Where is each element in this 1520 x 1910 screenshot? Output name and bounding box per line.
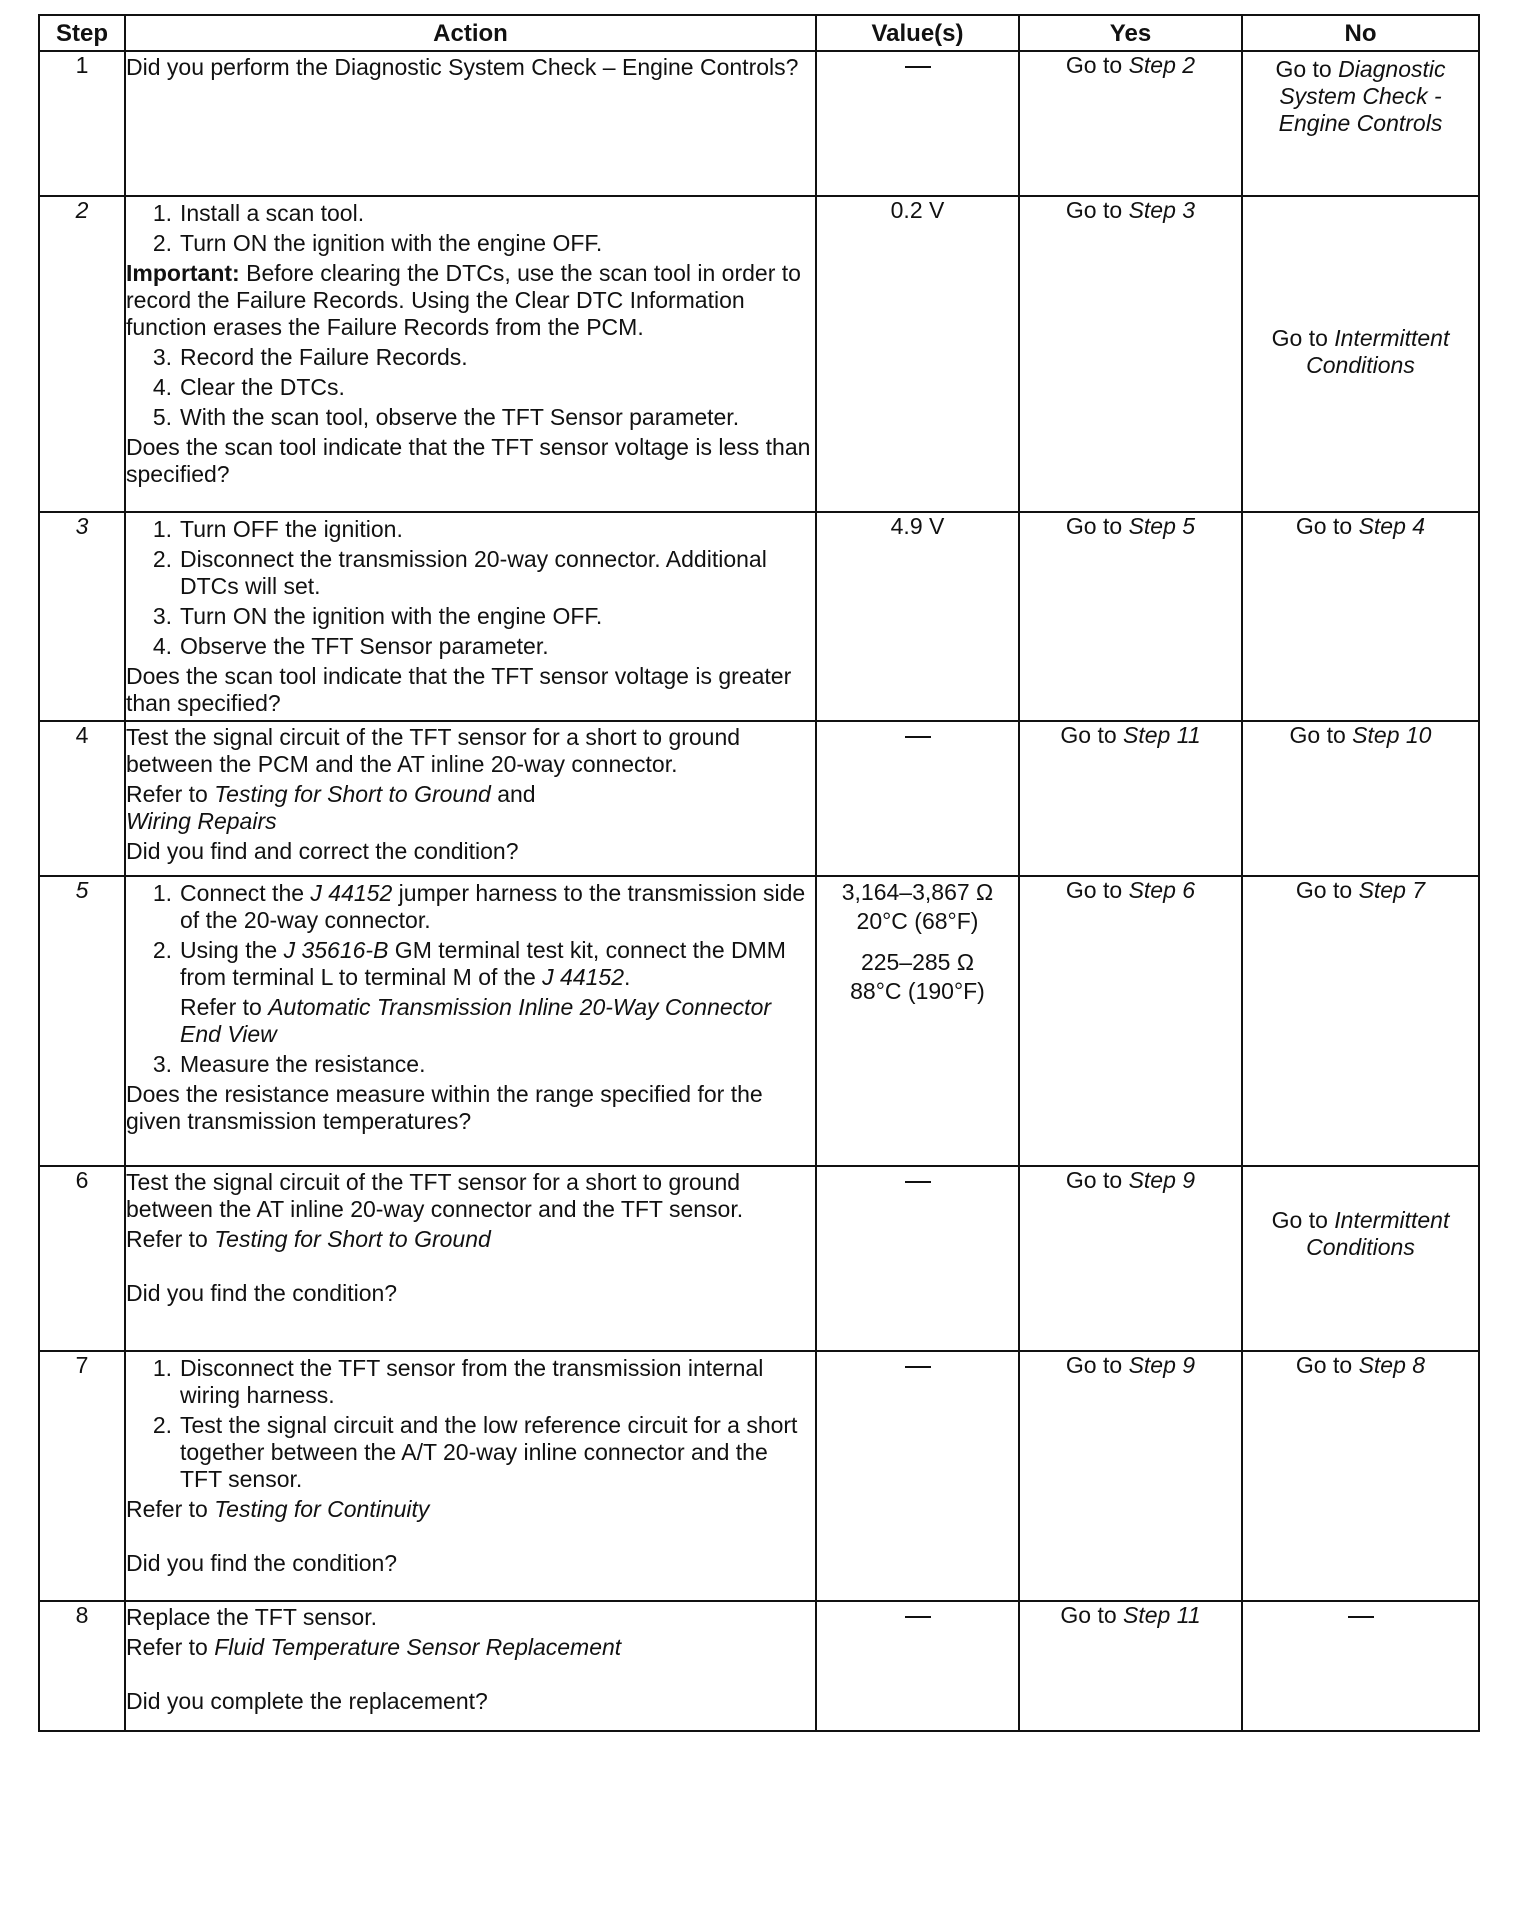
value-resistance: 3,164–3,867 Ω [841, 879, 994, 905]
value-cell [816, 1166, 1019, 1351]
goto-reference-link[interactable]: Intermittent Conditions [1306, 1207, 1450, 1260]
tool-reference: J 44152 [310, 880, 393, 906]
list-item: 1. Turn OFF the ignition. [152, 516, 403, 542]
yes-cell: Go to Step 11 [1019, 721, 1242, 876]
action-question: Did you find the condition? [126, 1280, 398, 1306]
tool-reference: J 44152 [542, 964, 625, 990]
goto-step-link[interactable]: Step 2 [1128, 52, 1196, 78]
list-item: 1. Install a scan tool. [152, 200, 365, 226]
no-cell: Go to Step 4 [1242, 512, 1479, 721]
list-item: 4. Observe the TFT Sensor parameter. [152, 633, 549, 659]
goto-reference-link[interactable]: Diagnostic System Check - Engine Controls [1278, 56, 1446, 136]
refer-text: Refer to Automatic Transmission Inline 20-Way Connector End View [180, 994, 772, 1047]
step-number: 2 [39, 196, 125, 512]
action-cell [125, 721, 816, 876]
action-cell [125, 1601, 816, 1731]
value-cell [816, 51, 1019, 196]
action-question: Does the scan tool indicate that the TFT sensor voltage is greater than specified? [126, 663, 792, 716]
table-row [39, 51, 1479, 196]
table-row [39, 876, 1479, 1166]
value-dash [1348, 1616, 1374, 1618]
action-cell [125, 1166, 816, 1351]
step-number: 3 [39, 512, 125, 721]
yes-cell: Go to Step 11 [1019, 1601, 1242, 1731]
yes-cell: Go to Step 9 [1019, 1351, 1242, 1601]
action-cell [125, 1351, 816, 1601]
reference-link[interactable]: Fluid Temperature Sensor Replacement [214, 1634, 622, 1660]
action-question: Did you perform the Diagnostic System Check – Engine Controls? [126, 54, 799, 80]
goto-step-link[interactable]: Step 6 [1128, 877, 1196, 903]
refer-text: Refer to Fluid Temperature Sensor Replacement [126, 1634, 622, 1660]
goto-step-link[interactable]: Step 9 [1128, 1167, 1196, 1193]
action-question: Does the scan tool indicate that the TFT sensor voltage is less than specified? [126, 434, 811, 487]
tool-reference: J 35616-B [283, 937, 389, 963]
value-cell: 0.2 V [816, 196, 1019, 512]
no-cell: Go to Diagnostic System Check - Engine Controls [1242, 51, 1479, 196]
yes-cell: Go to Step 6 [1019, 876, 1242, 1166]
table-row [39, 1351, 1479, 1601]
action-cell [125, 196, 816, 512]
reference-link[interactable]: Wiring Repairs [126, 808, 277, 834]
no-cell: Go to Step 7 [1242, 876, 1479, 1166]
goto-step-link[interactable]: Step 5 [1128, 513, 1196, 539]
list-item: 2. Turn ON the ignition with the engine OFF. [152, 230, 603, 256]
goto-step-link[interactable]: Step 10 [1352, 722, 1432, 748]
goto-step-link[interactable]: Step 9 [1128, 1352, 1196, 1378]
step-number: 1 [39, 51, 125, 196]
value-resistance: 225–285 Ω [860, 949, 975, 975]
no-cell [1242, 1601, 1479, 1731]
yes-cell: Go to Step 5 [1019, 512, 1242, 721]
value-cell: 4.9 V [816, 512, 1019, 721]
list-item: 3. Record the Failure Records. [152, 344, 468, 370]
header-row [39, 15, 1479, 51]
list-item: 1. Connect the J 44152 jumper harness to the transmission side of the 20-way connector. [152, 880, 806, 933]
list-item: 2. Using the J 35616-B GM terminal test kit, connect the DMM from terminal L to terminal M of the J 44152. [152, 937, 786, 990]
refer-text: Refer to Testing for Continuity [126, 1496, 430, 1522]
header-values: Value(s) [816, 15, 1019, 51]
step-number: 6 [39, 1166, 125, 1351]
goto-step-link[interactable]: Step 7 [1358, 877, 1426, 903]
diagnostic-table [38, 14, 1480, 1732]
header-yes: Yes [1019, 15, 1242, 51]
no-cell: Go to Intermittent Conditions [1242, 1166, 1479, 1351]
header-no: No [1242, 15, 1479, 51]
goto-step-link[interactable]: Step 11 [1123, 1602, 1201, 1628]
table-row [39, 1601, 1479, 1731]
important-note: Important: Before clearing the DTCs, use the scan tool in order to record the Failure Records. Using the Clear DTC Information function erases the Failure Records from the PCM. [126, 260, 801, 340]
value-cell [816, 876, 1019, 1166]
step-number: 8 [39, 1601, 125, 1731]
action-cell [125, 876, 816, 1166]
action-cell [125, 512, 816, 721]
action-question: Did you find the condition? [126, 1550, 398, 1576]
action-question: Did you find and correct the condition? [126, 838, 519, 864]
list-item: 1. Disconnect the TFT sensor from the transmission internal wiring harness. [152, 1355, 764, 1408]
list-item: 2. Disconnect the transmission 20-way connector. Additional DTCs will set. [152, 546, 767, 599]
action-cell [125, 51, 816, 196]
list-item: 4. Clear the DTCs. [152, 374, 345, 400]
action-question: Does the resistance measure within the range specified for the given transmission temperatures? [126, 1081, 763, 1134]
value-cell [816, 1351, 1019, 1601]
yes-cell: Go to Step 9 [1019, 1166, 1242, 1351]
no-cell: Go to Intermittent Conditions [1242, 196, 1479, 512]
value-dash [905, 1181, 931, 1183]
goto-reference-link[interactable]: Intermittent Conditions [1306, 325, 1450, 378]
step-number: 5 [39, 876, 125, 1166]
step-number: 7 [39, 1351, 125, 1601]
table-row [39, 721, 1479, 876]
value-dash [905, 736, 931, 738]
value-temperature: 88°C (190°F) [850, 978, 985, 1004]
action-text: Test the signal circuit of the TFT sensor for a short to ground between the AT inline 20-way connector and the TFT sensor. [126, 1169, 744, 1222]
reference-link[interactable]: Testing for Short to Ground [214, 781, 491, 807]
list-item: 3. Measure the resistance. [152, 1051, 426, 1077]
list-item: 2. Test the signal circuit and the low reference circuit for a short together between the A/T 20-way inline connector and the TFT sensor. [152, 1412, 798, 1492]
no-cell: Go to Step 10 [1242, 721, 1479, 876]
refer-text: Refer to Testing for Short to Ground and Wiring Repairs [126, 781, 536, 834]
header-step: Step [39, 15, 125, 51]
action-text: Replace the TFT sensor. [126, 1604, 378, 1630]
reference-link[interactable]: Testing for Continuity [214, 1496, 430, 1522]
goto-step-link[interactable]: Step 11 [1123, 722, 1201, 748]
yes-cell: Go to Step 3 [1019, 196, 1242, 512]
table-row [39, 512, 1479, 721]
header-action: Action [125, 15, 816, 51]
list-item: 5. With the scan tool, observe the TFT Sensor parameter. [152, 404, 740, 430]
table-row [39, 196, 1479, 512]
refer-text: Refer to Testing for Short to Ground [126, 1226, 491, 1252]
reference-link[interactable]: Testing for Short to Ground [214, 1226, 491, 1252]
goto-step-link[interactable]: Step 8 [1358, 1352, 1426, 1378]
list-item: 3. Turn ON the ignition with the engine OFF. [152, 603, 603, 629]
action-question: Did you complete the replacement? [126, 1688, 488, 1714]
yes-cell: Go to Step 2 [1019, 51, 1242, 196]
step-number: 4 [39, 721, 125, 876]
value-dash [905, 1616, 931, 1618]
action-text: Test the signal circuit of the TFT sensor for a short to ground between the PCM and the AT inline 20-way connector. [126, 724, 741, 777]
value-dash [905, 1366, 931, 1368]
goto-step-link[interactable]: Step 3 [1128, 197, 1196, 223]
goto-step-link[interactable]: Step 4 [1358, 513, 1426, 539]
value-cell [816, 721, 1019, 876]
reference-link[interactable]: Automatic Transmission Inline 20-Way Connector End View [180, 994, 772, 1047]
no-cell: Go to Step 8 [1242, 1351, 1479, 1601]
value-dash [905, 66, 931, 68]
value-cell [816, 1601, 1019, 1731]
value-temperature: 20°C (68°F) [856, 908, 979, 934]
table-row [39, 1166, 1479, 1351]
